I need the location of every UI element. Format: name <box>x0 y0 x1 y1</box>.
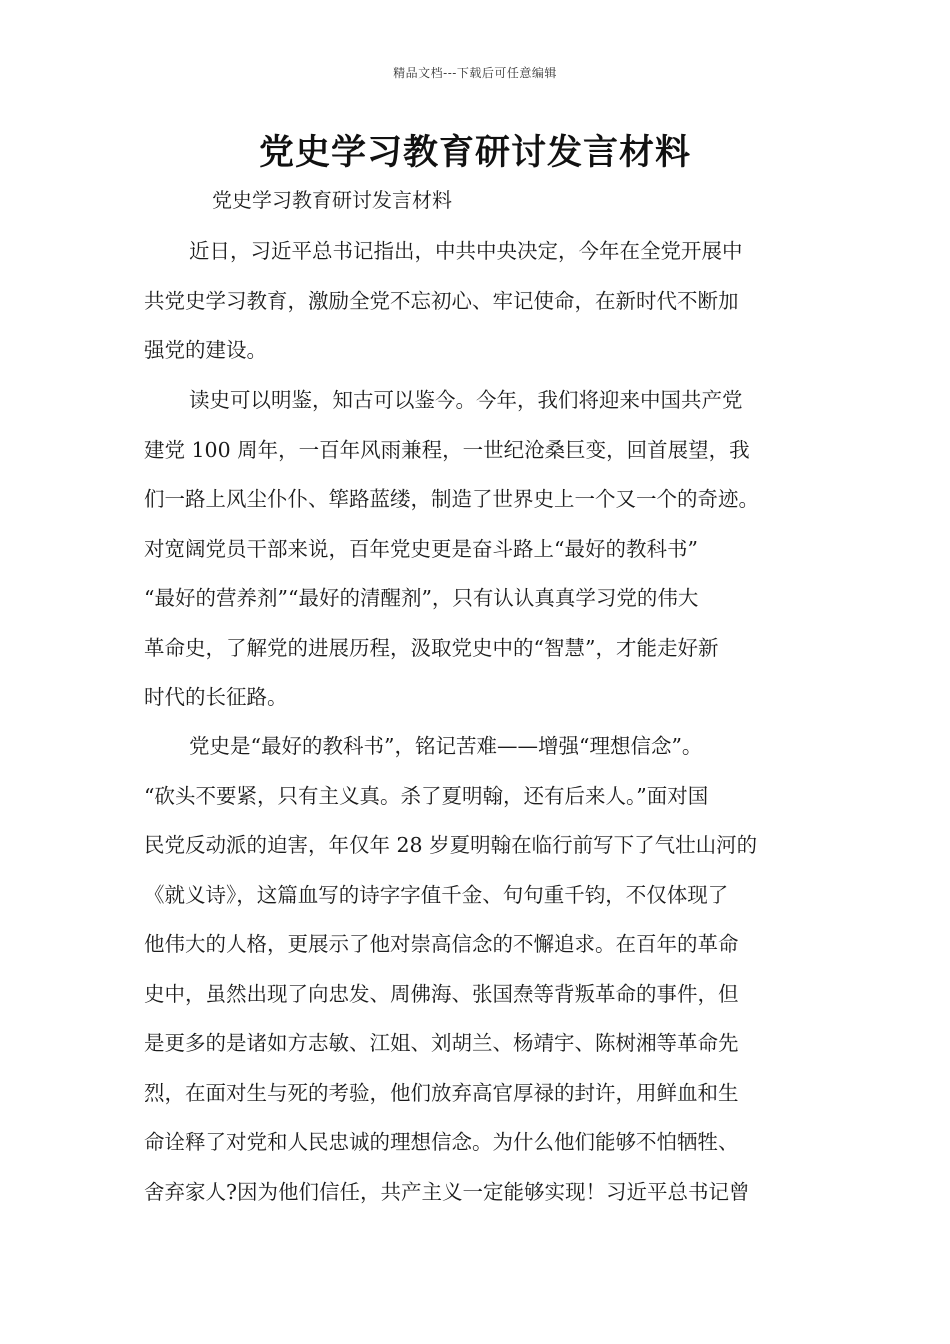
paragraph-line: 们一路上风尘仆仆、筚路蓝缕，制造了世界史上一个又一个的奇迹。 <box>144 487 759 511</box>
paragraph-line: 民党反动派的迫害，年仅年 28 岁夏明翰在临行前写下了气壮山河的 <box>144 833 758 857</box>
paragraph-line: 时代的长征路。 <box>144 685 288 709</box>
paragraph-line: 对宽阔党员干部来说，百年党史更是奋斗路上“最好的教科书” <box>144 536 698 561</box>
paragraph-line: 他伟大的人格，更展示了他对崇高信念的不懈追求。在百年的革命 <box>144 932 739 956</box>
paragraph-3 <box>144 722 824 1217</box>
paragraph-line: “砍头不要紧，只有主义真。杀了夏明翰，还有后来人。”面对国 <box>144 783 709 808</box>
paragraph-line: 共党史学习教育，激励全党不忘初心、牢记使命，在新时代不断加 <box>144 288 739 313</box>
paragraph-line: 革命史，了解党的进展历程，汲取党史中的“智慧”，才能走好新 <box>144 635 719 660</box>
document-subtitle: 党史学习教育研讨发言材料 <box>212 188 452 212</box>
paragraph-line: 命诠释了对党和人民忠诚的理想信念。为什么他们能够不怕牺牲、 <box>144 1130 739 1154</box>
paragraph-line: 是更多的是诸如方志敏、江姐、刘胡兰、杨靖宇、陈树湘等革命先 <box>144 1031 739 1055</box>
paragraph-line: 建党 100 周年，一百年风雨兼程，一世纪沧桑巨变，回首展望，我 <box>144 437 750 462</box>
paragraph-line: 烈，在面对生与死的考验，他们放弃高官厚禄的封许，用鲜血和生 <box>144 1080 739 1105</box>
paragraph-line: 近日，习近平总书记指出，中共中央决定，今年在全党开展中 <box>189 239 743 263</box>
paragraph-line: 强党的建设。 <box>144 338 267 362</box>
paragraph-line: 史中，虽然出现了向忠发、周佛海、张国焘等背叛革命的事件，但 <box>144 981 739 1006</box>
paragraph-line: 读史可以明鉴，知古可以鉴今。今年，我们将迎来中国共产党 <box>189 388 743 412</box>
paragraph-2 <box>144 376 824 723</box>
document-title: 党史学习教育研讨发言材料 <box>258 132 691 173</box>
header-note: 精品文档---下载后可任意编辑 <box>393 66 557 80</box>
paragraph-line: “最好的营养剂”“最好的清醒剂”，只有认认真真学习党的伟大 <box>144 586 699 610</box>
paragraph-1 <box>144 227 824 376</box>
paragraph-line: 舍弃家人?因为他们信任，共产主义一定能够实现！习近平总书记曾 <box>144 1179 750 1204</box>
paragraph-line: 《就义诗》，这篇血写的诗字字值千金、句句重千钧，不仅体现了 <box>144 882 729 907</box>
paragraph-line: 党史是“最好的教科书”，铭记苦难——增强“理想信念”。 <box>189 734 703 758</box>
